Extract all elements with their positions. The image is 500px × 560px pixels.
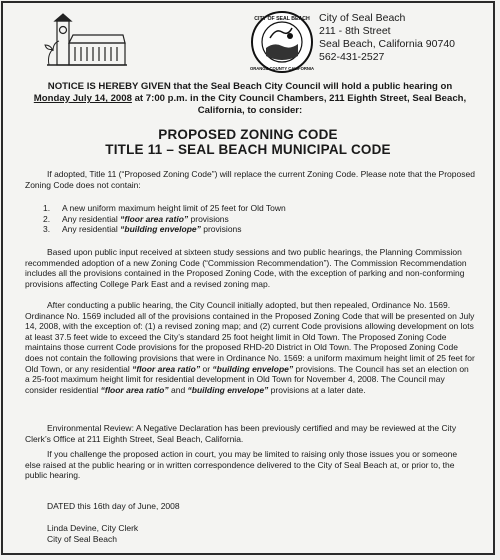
org-name: City of Seal Beach [319, 12, 406, 24]
paragraph-planning-commission: Based upon public input received at sixteen study sessions and two public hearings, the Planning Commission recommended adoption of a new Zoning Code (“Commission Recommendation”). The Commission Recommendation includes all the provisions contained in the Proposed Zoning Code, with the exception of parking and non-conforming provisions affecting College Park East and a revised zoning map. [25, 247, 467, 289]
list-text: Any residential [62, 213, 121, 224]
intro-lead: NOTICE IS HEREBY GIVEN that the Seal Beach City Council will hold a public hearing on [47, 81, 453, 92]
list-number: 1. [43, 203, 51, 213]
p3-emphasis: “building envelope” [187, 384, 269, 395]
list-item [43, 203, 463, 214]
p3-emphasis: “floor area ratio” [132, 363, 201, 374]
seal-top-text: CITY OF SEAL BEACH [254, 16, 310, 22]
list-text: A new uniform maximum height limit of 25 feet for Old Town [62, 203, 286, 213]
seal-bottom-text: ORANGE COUNTY CALIFORNIA [250, 66, 314, 71]
paragraph-ordinance [25, 300, 475, 395]
list-number: 3. [43, 224, 51, 235]
list-emphasis: “floor area ratio” [120, 213, 189, 224]
list-text: provisions [200, 224, 242, 235]
list-text: Any residential [62, 224, 121, 235]
list-text: provisions [188, 213, 229, 224]
dated-line: DATED this 16th day of June, 2008 [47, 501, 180, 511]
paragraph-environmental-review: Environmental Review: A Negative Declaration has been previously certified and may be reviewed at the City Clerk’s Office at 211 Eighth Street, Seal Beach, California. [25, 423, 457, 444]
exclusion-list [43, 203, 463, 235]
list-item [43, 214, 463, 225]
p3-text: and [168, 384, 188, 395]
city-hall-logo [43, 13, 127, 71]
list-number: 2. [43, 213, 51, 224]
intro-rest: at 7:00 p.m. in the City Council Chambers, 211 Eighth Street, Seal Beach, California, to consider: [131, 93, 467, 116]
public-notice [1, 1, 495, 555]
paragraph-intro: If adopted, Title 11 (“Proposed Zoning Code”) will replace the current Zoning Code. Please note that the Proposed Zoning Code does not contain: [25, 169, 475, 190]
clerk-name: Linda Devine, City Clerk [47, 523, 139, 533]
paragraph-court-challenge: If you challenge the proposed action in court, you may be limited to raising only those issues you or someone else raised at the public hearing or in written correspondence delivered to the City of Seal Beach at, or prior to, the public hearing. [25, 449, 458, 481]
list-item [43, 224, 463, 235]
clerk-org: City of Seal Beach [47, 533, 117, 544]
city-seal-logo [250, 10, 314, 74]
street: 211 - 8th Street [319, 25, 391, 37]
p3-text: After conducting a public hearing, the City Council initially adopted, but then repealed, Ordinance No. 1569. Ordinance No. 1569 included all of the provisions contained in the Proposed Zoning Code that will be presented on July 14, 2008, with the exception of: (1) a revised zoning map; and (2) current Code provisions allowing development on lots at least 37.5 feet wide to exceed the City’s standard 25 foot height limit in Old Town. The Proposed Zoning Code maintains those current Code provisions for the proposed RHD-20 District in Old Town. The Proposed Zoning Code does not contain the following provisions that were in Ordinance No. 1569: a uniform maximum height limit of 25 feet for Old Town, or any residential [25, 300, 475, 374]
signature-block [47, 523, 497, 544]
intro-date: Monday July 14, 2008 [33, 93, 132, 104]
p3-text: provisions. The Council has set an election on a 25-foot maximum height limit for residential development in Old Town for November 4, 2008. The Council may consider residential [25, 363, 469, 395]
title-line-2: TITLE 11 – SEAL BEACH MUNICIPAL CODE [105, 142, 391, 157]
p3-text: or [200, 363, 213, 374]
phone: 562-431-2527 [319, 51, 385, 63]
title-line-1: PROPOSED ZONING CODE [158, 127, 338, 142]
city-line: Seal Beach, California 90740 [319, 38, 456, 50]
p3-emphasis: “building envelope” [212, 363, 294, 374]
list-emphasis: “building envelope” [120, 224, 201, 235]
address-block [319, 12, 455, 64]
p3-emphasis: “floor area ratio” [100, 384, 169, 395]
p3-text: provisions at a later date. [268, 384, 366, 395]
notice-intro [19, 81, 481, 117]
